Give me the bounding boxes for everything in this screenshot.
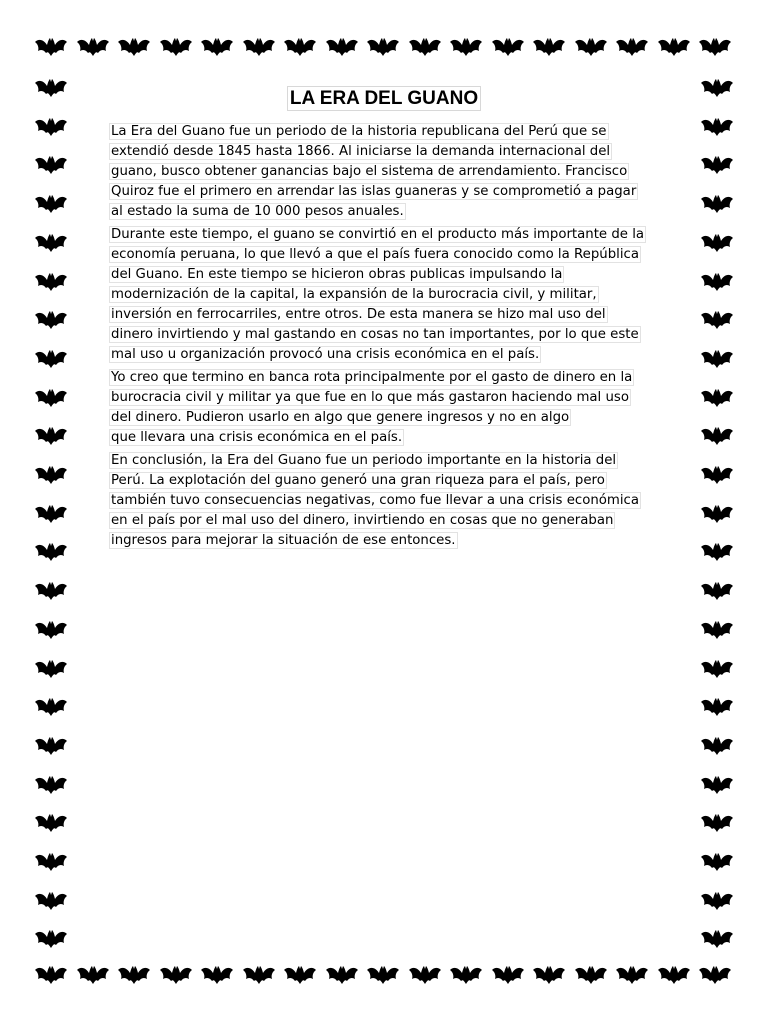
bat-icon	[700, 193, 734, 215]
bat-icon	[200, 964, 234, 986]
bat-icon	[34, 735, 68, 757]
bat-icon	[700, 541, 734, 563]
text-line: que llevara una crisis económica en el país.	[111, 430, 403, 445]
text-line: del Guano. En este tiempo se hicieron obras publicas impulsando la	[111, 267, 563, 282]
bat-icon	[34, 774, 68, 796]
bat-icon	[700, 928, 734, 950]
bat-icon	[159, 964, 193, 986]
text-line: extendió desde 1845 hasta 1866. Al iniciarse la demanda internacional del	[111, 144, 611, 159]
bat-icon	[657, 36, 691, 58]
text-line: Yo creo que termino en banca rota principalmente por el gasto de dinero en la	[111, 370, 633, 385]
bat-icon	[408, 36, 442, 58]
text-line: mal uso u organización provocó una crisis económica en el país.	[111, 347, 540, 362]
bat-icon	[34, 696, 68, 718]
text-line: dinero invirtiendo y mal gastando en cosas no tan importantes, por lo que este	[111, 327, 639, 342]
bat-icon	[34, 541, 68, 563]
bat-icon	[34, 154, 68, 176]
bat-icon	[700, 735, 734, 757]
paragraph-3	[109, 368, 657, 447]
bat-icon	[449, 964, 483, 986]
bat-icon	[700, 464, 734, 486]
bat-icon	[657, 964, 691, 986]
bat-icon	[700, 425, 734, 447]
bat-icon	[34, 503, 68, 525]
bat-icon	[34, 964, 68, 986]
bat-icon	[34, 309, 68, 331]
bat-icon	[700, 812, 734, 834]
bat-icon	[491, 36, 525, 58]
bat-icon	[283, 964, 317, 986]
bat-icon	[242, 964, 276, 986]
bat-icon	[34, 36, 68, 58]
bat-icon	[34, 890, 68, 912]
bat-icon	[408, 964, 442, 986]
bat-icon	[700, 619, 734, 641]
text-line: La Era del Guano fue un periodo de la historia republicana del Perú que se	[111, 124, 607, 139]
paragraph-4	[109, 451, 657, 550]
paragraph-2	[109, 225, 657, 364]
bat-icon	[491, 964, 525, 986]
bat-icon	[34, 387, 68, 409]
bat-icon	[200, 36, 234, 58]
bat-icon	[700, 232, 734, 254]
bat-icon	[700, 658, 734, 680]
text-line: al estado la suma de 10 000 pesos anuales.	[111, 204, 404, 219]
bat-icon	[700, 890, 734, 912]
bat-icon	[700, 271, 734, 293]
bat-icon	[34, 116, 68, 138]
bat-icon	[325, 36, 359, 58]
bat-icon	[117, 36, 151, 58]
bat-icon	[34, 658, 68, 680]
page-title	[0, 88, 768, 110]
bat-icon	[159, 36, 193, 58]
text-line: Perú. La explotación del guano generó una gran riqueza para el país, pero	[111, 473, 605, 488]
bat-icon	[34, 271, 68, 293]
bat-icon	[449, 36, 483, 58]
text-line: inversión en ferrocarriles, entre otros. De esta manera se hizo mal uso del	[111, 307, 606, 322]
bat-icon	[574, 964, 608, 986]
text-line: burocracia civil y militar ya que fue en lo que más gastaron haciendo mal uso	[111, 390, 629, 405]
bat-icon	[76, 36, 110, 58]
document-body	[109, 122, 657, 554]
bat-icon	[615, 964, 649, 986]
bat-icon	[325, 964, 359, 986]
text-line: del dinero. Pudieron usarlo en algo que genere ingresos y no en algo	[111, 410, 570, 425]
bat-icon	[366, 36, 400, 58]
text-line: en el país por el mal uso del dinero, invirtiendo en cosas que no generaban	[111, 513, 614, 528]
text-line: Durante este tiempo, el guano se convirtió en el producto más importante de la	[111, 227, 645, 242]
bat-icon	[34, 193, 68, 215]
bat-icon	[117, 964, 151, 986]
bat-icon	[34, 812, 68, 834]
text-line: Quiroz fue el primero en arrendar las islas guaneras y se comprometió a pagar	[111, 184, 637, 199]
bat-icon	[615, 36, 649, 58]
bat-icon	[34, 619, 68, 641]
bat-icon	[700, 851, 734, 873]
bat-icon	[700, 503, 734, 525]
bat-icon	[283, 36, 317, 58]
bat-icon	[34, 580, 68, 602]
text-line: modernización de la capital, la expansión de la burocracia civil, y militar,	[111, 287, 597, 302]
title-text: LA ERA DEL GUANO	[287, 86, 481, 111]
bat-icon	[698, 36, 732, 58]
bat-icon	[700, 116, 734, 138]
bat-icon	[34, 232, 68, 254]
text-line: guano, busco obtener ganancias bajo el sistema de arrendamiento. Francisco	[111, 164, 628, 179]
bat-icon	[700, 309, 734, 331]
text-line: economía peruana, lo que llevó a que el país fuera conocido como la República	[111, 247, 639, 262]
bat-icon	[34, 348, 68, 370]
bat-icon	[34, 464, 68, 486]
bat-icon	[34, 425, 68, 447]
bat-icon	[76, 964, 110, 986]
bat-icon	[700, 774, 734, 796]
text-line: En conclusión, la Era del Guano fue un periodo importante en la historia del	[111, 453, 617, 468]
bat-icon	[700, 580, 734, 602]
bat-icon	[366, 964, 400, 986]
bat-icon	[700, 696, 734, 718]
bat-icon	[574, 36, 608, 58]
bat-icon	[700, 154, 734, 176]
bat-icon	[34, 851, 68, 873]
bat-icon	[242, 36, 276, 58]
bat-icon	[532, 964, 566, 986]
paragraph-1	[109, 122, 657, 221]
text-line: también tuvo consecuencias negativas, como fue llevar a una crisis económica	[111, 493, 639, 508]
text-line: ingresos para mejorar la situación de ese entonces.	[111, 533, 456, 548]
bat-icon	[698, 964, 732, 986]
bat-icon	[700, 387, 734, 409]
bat-icon	[700, 348, 734, 370]
bat-icon	[532, 36, 566, 58]
bat-icon	[34, 928, 68, 950]
